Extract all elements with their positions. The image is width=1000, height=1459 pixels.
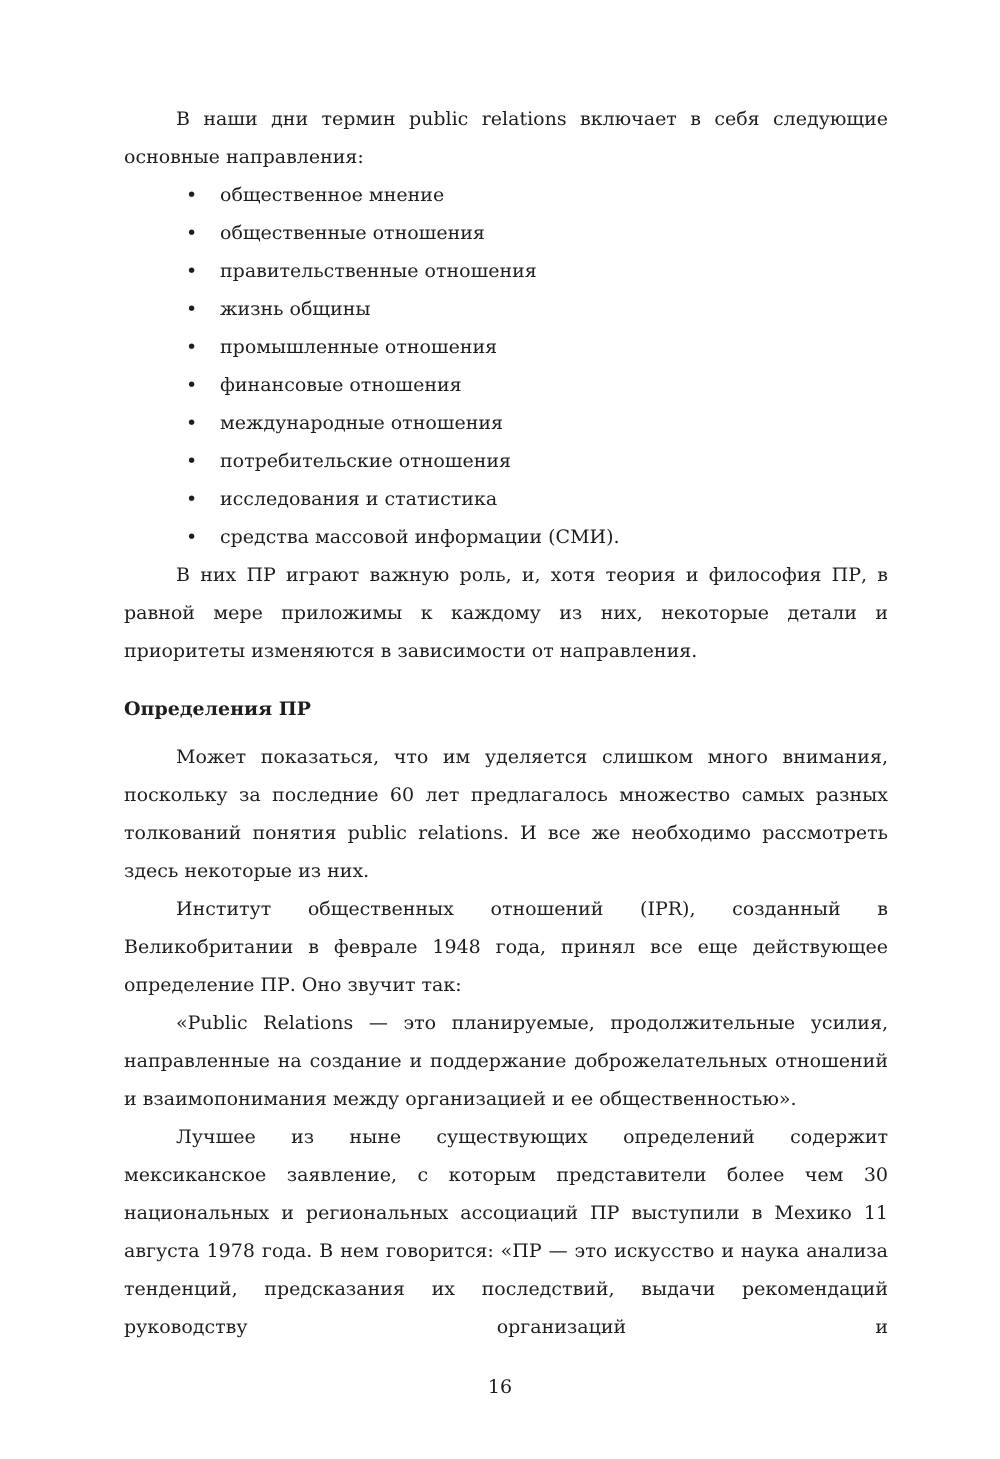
bullet-icon: • xyxy=(186,488,198,510)
list-item-text: правительственные отношения xyxy=(220,260,537,282)
list-item xyxy=(124,518,888,556)
list-item xyxy=(124,214,888,252)
definitions-paragraph-2-text: Институт общественных отношений (IPR), созданный в Великобритании в феврале 1948 года, принял все еще действующее определение ПР. Оно звучит так: xyxy=(124,898,888,996)
ipr-definition-quote xyxy=(124,1004,888,1118)
list-item-text: финансовые отношения xyxy=(220,374,462,396)
list-item xyxy=(124,480,888,518)
list-item xyxy=(124,290,888,328)
list-item xyxy=(124,442,888,480)
intro-paragraph xyxy=(124,100,888,176)
bullet-icon: • xyxy=(186,184,198,206)
bullet-icon: • xyxy=(186,222,198,244)
definitions-paragraph-1 xyxy=(124,738,888,890)
section-heading: Определения ПР xyxy=(124,698,311,720)
roles-paragraph xyxy=(124,556,888,670)
bullet-icon: • xyxy=(186,412,198,434)
page-number: 16 xyxy=(487,1376,513,1398)
list-item-text: исследования и статистика xyxy=(220,488,498,510)
list-item-text: жизнь общины xyxy=(220,298,371,320)
list-item-text: международные отношения xyxy=(220,412,504,434)
list-item xyxy=(124,366,888,404)
list-item-text: средства массовой информации (СМИ). xyxy=(220,526,620,548)
list-item xyxy=(124,252,888,290)
bullet-icon: • xyxy=(186,260,198,282)
list-item-text: общественное мнение xyxy=(220,184,445,206)
list-item-text: общественные отношения xyxy=(220,222,485,244)
list-item-text: промышленные отношения xyxy=(220,336,498,358)
bullet-icon: • xyxy=(186,336,198,358)
list-item xyxy=(124,328,888,366)
roles-paragraph-text: В них ПР играют важную роль, и, хотя теория и философия ПР, в равной мере приложимы к каждому из них, некоторые детали и приоритеты изменяются в зависимости от направления. xyxy=(124,564,888,662)
directions-list xyxy=(124,176,888,556)
bullet-icon: • xyxy=(186,526,198,548)
ipr-definition-quote-text: «Public Relations — это планируемые, продолжительные усилия, направленные на создание и поддержание доброжелательных отношений и взаимопонимания между организацией и ее общественностью». xyxy=(124,1012,888,1110)
bullet-icon: • xyxy=(186,450,198,472)
list-item xyxy=(124,176,888,214)
mexican-statement-paragraph xyxy=(124,1118,888,1346)
definitions-paragraph-2 xyxy=(124,890,888,1004)
intro-paragraph-text: В наши дни термин public relations включает в себя следующие основные направления: xyxy=(124,108,888,168)
list-item-text: потребительские отношения xyxy=(220,450,512,472)
mexican-statement-paragraph-text: Лучшее из ныне существующих определений содержит мексиканское заявление, с которым представители более чем 30 национальных и региональных ассоциаций ПР выступили в Мехико 11 августа 1978 года. В нем говорится: «ПР — это искусство и наука анализа тенденций, предсказания их последствий, выдачи рекомендаций руководству организаций и xyxy=(124,1126,888,1338)
bullet-icon: • xyxy=(186,298,198,320)
list-item xyxy=(124,404,888,442)
bullet-icon: • xyxy=(186,374,198,396)
definitions-paragraph-1-text: Может показаться, что им уделяется слишком много внимания, поскольку за последние 60 лет предлагалось множество самых разных толкований понятия public relations. И все же необходимо рассмотреть здесь некоторые из них. xyxy=(124,746,888,882)
